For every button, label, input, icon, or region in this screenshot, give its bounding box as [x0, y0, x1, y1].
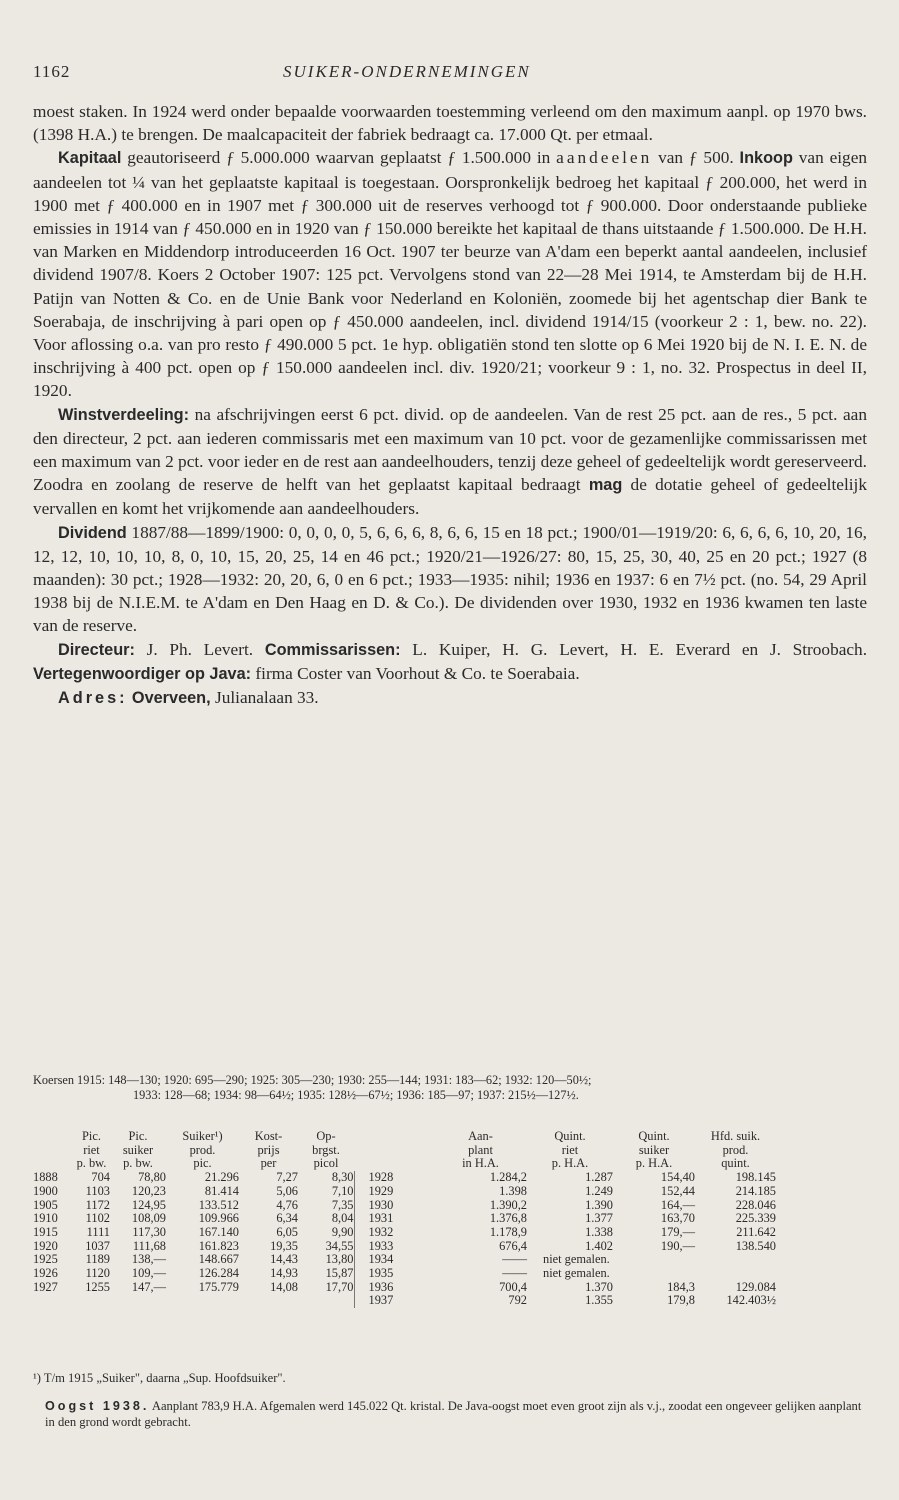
table-cell: 34,55 [325, 1238, 354, 1253]
label-vertegenwoordiger: Vertegenwoordiger op Java: [33, 664, 252, 683]
table-cell: niet gemalen. [543, 1252, 610, 1267]
paragraph-capital: Kapitaal geautoriseerd ƒ 5.000.000 waarvan geplaatst ƒ 1.500.000 in aandeelen van ƒ 500. Inkoop van eigen aandeelen tot ¼ van het geplaatste kapitaal is toegestaan. Oorspronkelijk bedroeg het kapitaal ƒ 200.000, het werd in 1900 met ƒ 400.000 en in 1907 met ƒ 300.000 uit de reserves verhoogd tot ƒ 900.000. Door onderstaande publieke emissies in 1914 van ƒ 450.000 en in 1920 van ƒ 150.000 bereikte het kapitaal de thans uitstaande ƒ 1.500.000. De H.H. van Marken en Middendorp introduceerden 16 Oct. 1907 ter beurze van A'dam een beperkt aantal aandeelen, inclusief dividend 1907/8. Koers 2 October 1907: 125 pct. Vervolgens stond van 22—28 Mei 1914, te Amsterdam bij de H.H. Patijn van Notten & Co. en de Unie Bank voor Nederland en Koloniën, zoomede bij het agentschap dier Bank te Soerabaja, de inschrijving à pari open op ƒ 450.000 aandeelen, incl. dividend 1914/15 (voorkeur 2 : 1, bew. no. 22). Voor aflossing o.a. van pro resto ƒ 490.000 5 pct. 1e hyp. obligatiën stond ten slotte op 6 Mei 1920 bij de N. I. E. N. de inschrijving à 400 pct. open op ƒ 150.000 aandeelen incl. div. 1920/21; voorkeur 9 : 1, no. 32. Prospectus in deel II, 1920. [33, 148, 868, 401]
table-cell: 1900 [33, 1183, 58, 1198]
label-kapitaal: Kapitaal [58, 149, 122, 168]
table-cell: 14,43 [270, 1252, 298, 1267]
column-header: plant [468, 1142, 493, 1157]
label-inkoop: Inkoop [739, 149, 793, 168]
table-cell: 1.370 [585, 1279, 613, 1294]
table-cell: 138,— [131, 1252, 166, 1267]
paragraph-production: moest staken. In 1924 werd onder bepaalde voorwaarden toestemming verleend om den maximum aanpl. op 1970 bws. (1398 H.A.) te brengen. De maalcapaciteit der fabriek bedraagt ca. 17.000 Qt. per etmaal. [33, 102, 867, 145]
table-cell: 15,87 [325, 1266, 354, 1281]
column-header: suiker [638, 1142, 670, 1157]
table-cell: 152,44 [660, 1183, 695, 1198]
table-cell: 17,70 [325, 1279, 354, 1294]
table-cell [166, 1294, 239, 1308]
table-cell: 1.178,9 [489, 1224, 527, 1239]
table-cell: 184,3 [667, 1279, 695, 1294]
table-cell: 6,34 [276, 1211, 298, 1226]
table-cell: 108,09 [131, 1211, 166, 1226]
spaced-word: aandeelen [556, 148, 653, 168]
table-row [33, 1253, 776, 1267]
address-place: Overveen, [131, 689, 211, 708]
table-cell: 1905 [33, 1197, 58, 1212]
table-cell: 1.249 [585, 1183, 613, 1198]
table-cell: 1932 [354, 1226, 434, 1240]
table-row [33, 1281, 776, 1295]
table-cell: 14,93 [270, 1266, 298, 1281]
table-cell: 138.540 [735, 1238, 776, 1253]
label-dividend: Dividend [58, 523, 127, 542]
table-header-row [33, 1157, 776, 1171]
column-header [33, 1130, 73, 1144]
statistics-table [33, 1130, 776, 1308]
table-cell: 124,95 [131, 1197, 166, 1212]
table-cell: 148.667 [198, 1252, 239, 1267]
table-row [33, 1212, 776, 1226]
table-cell [298, 1294, 354, 1308]
paragraph-management: Directeur: J. Ph. Levert. Commissarissen: L. Kuiper, H. G. Levert, H. E. Everard en J. Stroobach. Vertegenwoordiger op Java: firma Coster van Voorhout & Co. te Soerabaia. [33, 639, 868, 683]
table-cell: 129.084 [735, 1279, 776, 1294]
table-cell [110, 1294, 166, 1308]
table-cell: 1.376,8 [489, 1211, 527, 1226]
column-header [33, 1157, 73, 1171]
table-cell: 1102 [85, 1211, 110, 1226]
table-cell: 164,— [660, 1197, 695, 1212]
table-cell: 1111 [86, 1224, 110, 1239]
column-header: brgst. [312, 1142, 340, 1157]
table-cell: 228.046 [735, 1197, 776, 1212]
share-prices-line: Koersen 1915: 148—130; 1920: 695—290; 1925: 305—230; 1930: 255—144; 1931: 183—62; 1932: 120—50½; [33, 1073, 592, 1087]
column-header: Quint. [638, 1129, 670, 1143]
table-cell: 1915 [33, 1224, 58, 1239]
table-cell: 7,27 [276, 1170, 298, 1185]
table-cell [695, 1267, 776, 1281]
table-cell: 1.398 [499, 1183, 527, 1198]
column-header [33, 1144, 73, 1158]
table-cell: 1937 [354, 1294, 434, 1308]
table-cell: 109.966 [198, 1211, 239, 1226]
column-header: Quint. [554, 1129, 586, 1143]
table-cell: 214.185 [735, 1183, 776, 1198]
column-header: Suiker¹) [182, 1129, 223, 1143]
table-cell: 179,8 [667, 1293, 695, 1308]
table-cell: 1255 [85, 1279, 110, 1294]
table-cell [695, 1253, 776, 1267]
table-cell: 1925 [33, 1252, 58, 1267]
paragraph-profit-distribution: Winstverdeeling: na afschrijvingen eerst 6 pct. divid. op de aandeelen. Van de rest 25 pct. aan de res., 5 pct. aan den directeur, 2 pct. aan iederen commissaris met een maximum van 10 pct. voor de gezamenlijke commissarissen met een maximum van 2 pct. voor ieder en de rest aan aandeelhouders, tenzij deze geheel of gedeeltelijk wordt gereserveerd. Zoodra en zoolang de reserve de helft van het geplaatst kapitaal bedraagt mag de dotatie geheel of gedeeltelijk vervallen en komt het vrijkomende aan aandeelhouders. [33, 404, 867, 519]
column-header [354, 1144, 434, 1158]
share-prices-line: 1933: 128—68; 1934: 98—64½; 1935: 128½—67½; 1936: 185—97; 1937: 215½—127½. [133, 1088, 579, 1102]
table-cell: 179,— [660, 1224, 695, 1239]
column-header: riet [561, 1142, 579, 1157]
column-header: prod. [189, 1142, 216, 1157]
table-row [33, 1240, 776, 1254]
table-row [33, 1267, 776, 1281]
label-winstverdeeling: Winstverdeeling: [58, 405, 190, 424]
table-cell: 126.284 [198, 1266, 239, 1281]
table-cell: 1910 [33, 1211, 58, 1226]
table-cell: 167.140 [198, 1224, 239, 1239]
table-cell: 1189 [85, 1252, 110, 1267]
share-prices [33, 1073, 867, 1103]
table-cell: 117,30 [132, 1224, 166, 1239]
table-cell: 147,— [131, 1279, 166, 1294]
table-cell: 133.512 [198, 1197, 239, 1212]
label-commissarissen: Commissarissen: [264, 640, 401, 659]
table-cell: 1.287 [585, 1170, 613, 1185]
column-header: p. bw. [76, 1156, 107, 1171]
table-cell: 704 [91, 1170, 110, 1185]
table-row [33, 1185, 776, 1199]
column-header: p. bw. [123, 1156, 153, 1171]
table-row [33, 1171, 776, 1185]
paragraph-address: Adres: Overveen, Julianalaan 33. [58, 688, 319, 708]
footnote: ¹) T/m 1915 „Suiker", daarna „Sup. Hoofdsuiker". [33, 1371, 286, 1385]
table-cell: 21.296 [204, 1170, 239, 1185]
label-oogst: Oogst 1938. [45, 1399, 150, 1413]
paragraph-dividend: Dividend 1887/88—1899/1900: 0, 0, 0, 0, 5, 6, 6, 6, 8, 6, 6, 15 en 18 pct.; 1900/01—1919/20: 6, 6, 6, 6, 10, 20, 16, 12, 12, 10, 10, 10, 8, 0, 10, 15, 20, 25, 14 en 46 pct.; 1920/21—1926/27: 80, 15, 25, 30, 40, 25 en 20 pct.; 1927 (8 maanden): 30 pct.; 1928—1932: 20, 20, 6, 0 en 6 pct.; 1933—1935: nihil; 1936 en 1937: 6 en 7½ pct. (no. 54, 29 April 1938 bij de N.I.E.M. te A'dam en Den Haag en D. & Co.). De dividenden over 1930, 1932 en 1936 kwamen ten laste van de reserve. [33, 522, 867, 636]
table-cell: 211.642 [736, 1224, 776, 1239]
table-header-row [33, 1144, 776, 1158]
table-cell: 7,10 [331, 1183, 354, 1198]
table-cell: 792 [508, 1293, 527, 1308]
table-cell: 190,— [660, 1238, 695, 1253]
table-row [33, 1199, 776, 1213]
table-cell: 1.355 [585, 1293, 613, 1308]
table-cell: 1172 [85, 1197, 110, 1212]
table-cell: 1.390,2 [489, 1197, 527, 1212]
column-header: Pic. [128, 1129, 148, 1143]
column-header: Pic. [82, 1129, 101, 1143]
column-header [354, 1130, 434, 1144]
table-cell: 1927 [33, 1279, 58, 1294]
column-header: quint. [721, 1156, 750, 1171]
table-cell: —— [502, 1252, 527, 1267]
table-cell: 109,— [131, 1266, 166, 1281]
table-cell [613, 1253, 695, 1267]
table-cell: 6,05 [276, 1224, 298, 1239]
table-cell: 7,35 [331, 1197, 354, 1212]
table-cell: 225.339 [735, 1211, 776, 1226]
column-header: per [260, 1156, 277, 1171]
column-header: Hfd. suik. [710, 1129, 761, 1143]
table-cell: 1.284,2 [489, 1170, 527, 1185]
table-cell: 78,80 [138, 1170, 166, 1185]
column-header: p. H.A. [635, 1156, 673, 1171]
column-header: prod. [722, 1142, 749, 1157]
column-header: pic. [193, 1156, 212, 1171]
table-cell: 676,4 [499, 1238, 527, 1253]
label-adres: Adres: [58, 689, 128, 708]
table-cell: 1931 [354, 1212, 434, 1226]
column-header: Kost- [254, 1129, 283, 1143]
label-mag: mag [588, 476, 623, 495]
table-cell: 13,80 [325, 1252, 354, 1267]
column-header: riet [83, 1142, 100, 1157]
table-cell: 1935 [354, 1267, 434, 1281]
table-cell: 700,4 [499, 1279, 527, 1294]
table-cell: 1037 [85, 1238, 110, 1253]
table-cell [239, 1294, 298, 1308]
page-number: 1162 [33, 62, 71, 81]
table-cell: 1936 [354, 1281, 434, 1295]
table-cell: 1926 [33, 1266, 58, 1281]
table-cell: 8,30 [331, 1170, 354, 1185]
table-cell: 175.779 [198, 1279, 239, 1294]
table-cell: 1928 [354, 1171, 434, 1185]
table-cell: 1.377 [585, 1211, 613, 1226]
table-cell [613, 1267, 695, 1281]
table-row [33, 1294, 776, 1308]
table-cell: 111,68 [132, 1238, 166, 1253]
column-header: in H.A. [462, 1156, 499, 1171]
table-cell: niet gemalen. [543, 1266, 610, 1281]
table-cell: 1.338 [585, 1224, 613, 1239]
table-cell: 81.414 [204, 1183, 239, 1198]
table-cell: 154,40 [660, 1170, 695, 1185]
table-cell: 1.390 [585, 1197, 613, 1212]
table-cell: 5,06 [276, 1183, 298, 1198]
table-cell: 1929 [354, 1185, 434, 1199]
table-cell: 1.402 [585, 1238, 613, 1253]
table-cell: 1888 [33, 1170, 58, 1185]
table-cell: 120,23 [131, 1183, 166, 1198]
column-header: suiker [122, 1142, 154, 1157]
harvest-note: Oogst 1938. Aanplant 783,9 H.A. Afgemalen werd 145.022 Qt. kristal. De Java-oogst moet even groot zijn als v.j., zoodat een ongeveer gelijken aanplant in den grond wordt gebracht. [45, 1399, 862, 1429]
body-text [33, 100, 867, 710]
table-cell: 19,35 [270, 1238, 298, 1253]
table-cell [73, 1294, 110, 1308]
table-cell: 1920 [33, 1238, 58, 1253]
table-cell: 4,76 [276, 1197, 298, 1212]
table-cell: —— [502, 1266, 527, 1281]
table-row [33, 1226, 776, 1240]
table-cell: 163,70 [660, 1211, 695, 1226]
column-header: Op- [316, 1129, 336, 1143]
table-cell: 1933 [354, 1240, 434, 1254]
table-cell: 8,04 [331, 1211, 354, 1226]
table-cell: 1930 [354, 1199, 434, 1213]
table-cell: 161.823 [198, 1238, 239, 1253]
table-cell: 9,90 [331, 1224, 354, 1239]
table-cell: 14,08 [270, 1279, 298, 1294]
table-cell: 142.403½ [726, 1293, 776, 1308]
running-title: SUIKER-ONDERNEMINGEN [283, 62, 531, 81]
label-directeur: Directeur: [58, 640, 135, 659]
table-cell [33, 1294, 73, 1308]
table-cell: 1934 [354, 1253, 434, 1267]
column-header: Aan- [468, 1129, 493, 1143]
column-header [354, 1157, 434, 1171]
table-cell: 1103 [85, 1183, 110, 1198]
column-header: p. H.A. [551, 1156, 589, 1171]
table-cell: 198.145 [735, 1170, 776, 1185]
column-header: prijs [257, 1142, 280, 1157]
table-cell: 1120 [85, 1266, 110, 1281]
table-header-row [33, 1130, 776, 1144]
column-header: picol [313, 1156, 339, 1171]
